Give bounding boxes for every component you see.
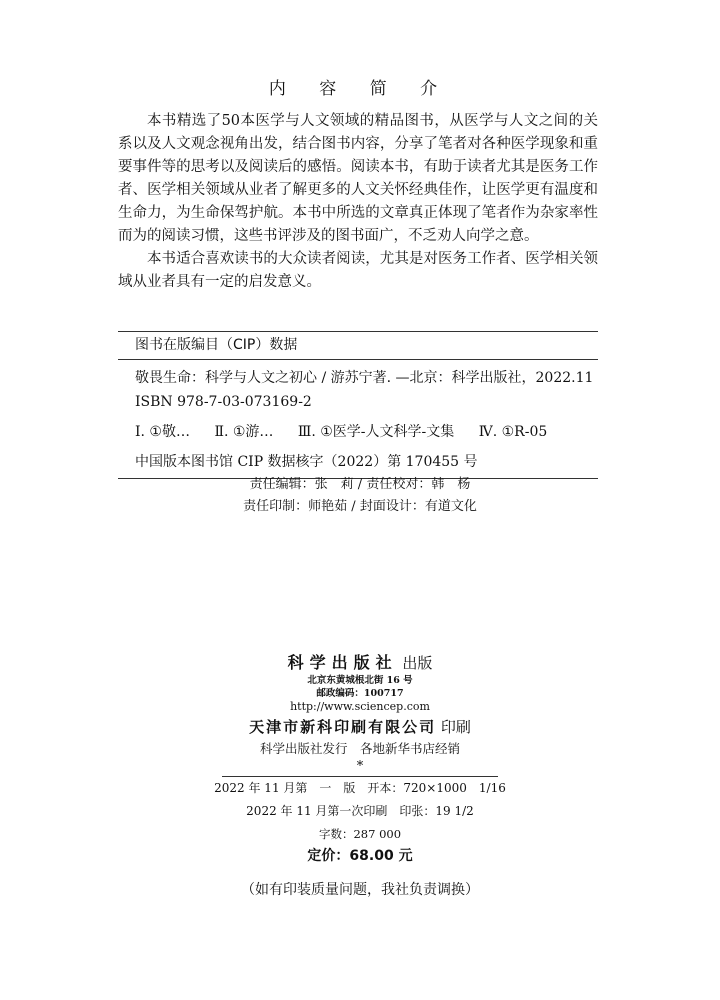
word-count: 字数：287 000 bbox=[318, 827, 402, 841]
cip-record: 中国版本图书馆 CIP 数据核字（2022）第 170455 号 bbox=[135, 454, 478, 470]
price: 定价：68.00 元 bbox=[307, 848, 413, 864]
intro-paragraph-1: 本书精选了50本医学与人文领域的精品图书，从医学与人文之间的关系以及人文观念视角出发，结合图书内容，分享了笔者对各种医学现象和重要事件等的思考以及阅读后的感悟。阅读本书，有助于读者尤其是医务工作者、医学相关领域从业者了解更多的人文关怀经典佳作，让医学更有温度和生命力，为生命保驾护航。本书中所选的文章真正体现了笔者作为杂家率性而为的阅读习惯，这些书评涉及的图书面广，不乏劝人向学之意。 bbox=[118, 113, 598, 244]
publisher-name: 科学出版社 bbox=[287, 653, 398, 672]
printer-name: 天津市新科印刷有限公司 bbox=[249, 718, 437, 736]
publisher-address: 北京东黄城根北街 16 号 bbox=[307, 675, 413, 686]
publisher-line bbox=[0, 652, 720, 674]
cip-class-4: Ⅳ. ①R-05 bbox=[478, 424, 548, 440]
cip-class-1: Ⅰ. ①敬… bbox=[135, 424, 190, 440]
printer-action: 印刷 bbox=[440, 718, 471, 736]
quality-notice: （如有印装质量问题，我社负责调换） bbox=[241, 882, 479, 898]
cip-class-2: Ⅱ. ①游… bbox=[214, 424, 274, 440]
imprint-block bbox=[0, 652, 720, 901]
staff-line-2: 责任印制：师艳茹 / 封面设计：有道文化 bbox=[243, 499, 477, 514]
cip-block bbox=[118, 331, 598, 479]
publisher-postcode: 邮政编码：100717 bbox=[316, 688, 404, 699]
cip-classification bbox=[118, 420, 598, 444]
distribution: 科学出版社发行 各地新华书店经销 bbox=[259, 741, 460, 756]
cip-book-line: 敬畏生命：科学与人文之初心 / 游苏宁著. —北京：科学出版社，2022.11 bbox=[135, 370, 594, 386]
cip-isbn: ISBN 978-7-03-073169-2 bbox=[135, 394, 312, 410]
printing-line: 2022 年 11 月第一次印刷 印张：19 1/2 bbox=[246, 804, 474, 818]
staff-credits bbox=[0, 474, 720, 518]
separator-star: * bbox=[356, 759, 364, 774]
staff-line-1: 责任编辑：张 莉 / 责任校对：韩 杨 bbox=[249, 477, 471, 492]
introduction bbox=[118, 110, 598, 294]
intro-paragraph-2: 本书适合喜欢读书的大众读者阅读，尤其是对医务工作者、医学相关领域从业者具有一定的启发意义。 bbox=[118, 251, 598, 290]
cip-heading: 图书在版编目（CIP）数据 bbox=[135, 337, 298, 353]
publisher-action: 出版 bbox=[402, 654, 433, 672]
printer-line bbox=[0, 716, 720, 738]
publisher-url: http://www.sciencep.com bbox=[290, 700, 430, 713]
cip-class-3: Ⅲ. ①医学-人文科学-文集 bbox=[297, 424, 455, 440]
edition-line: 2022 年 11 月第 一 版 开本：720×1000 1/16 bbox=[214, 781, 506, 795]
page-title: 内 容 简 介 bbox=[268, 79, 452, 99]
